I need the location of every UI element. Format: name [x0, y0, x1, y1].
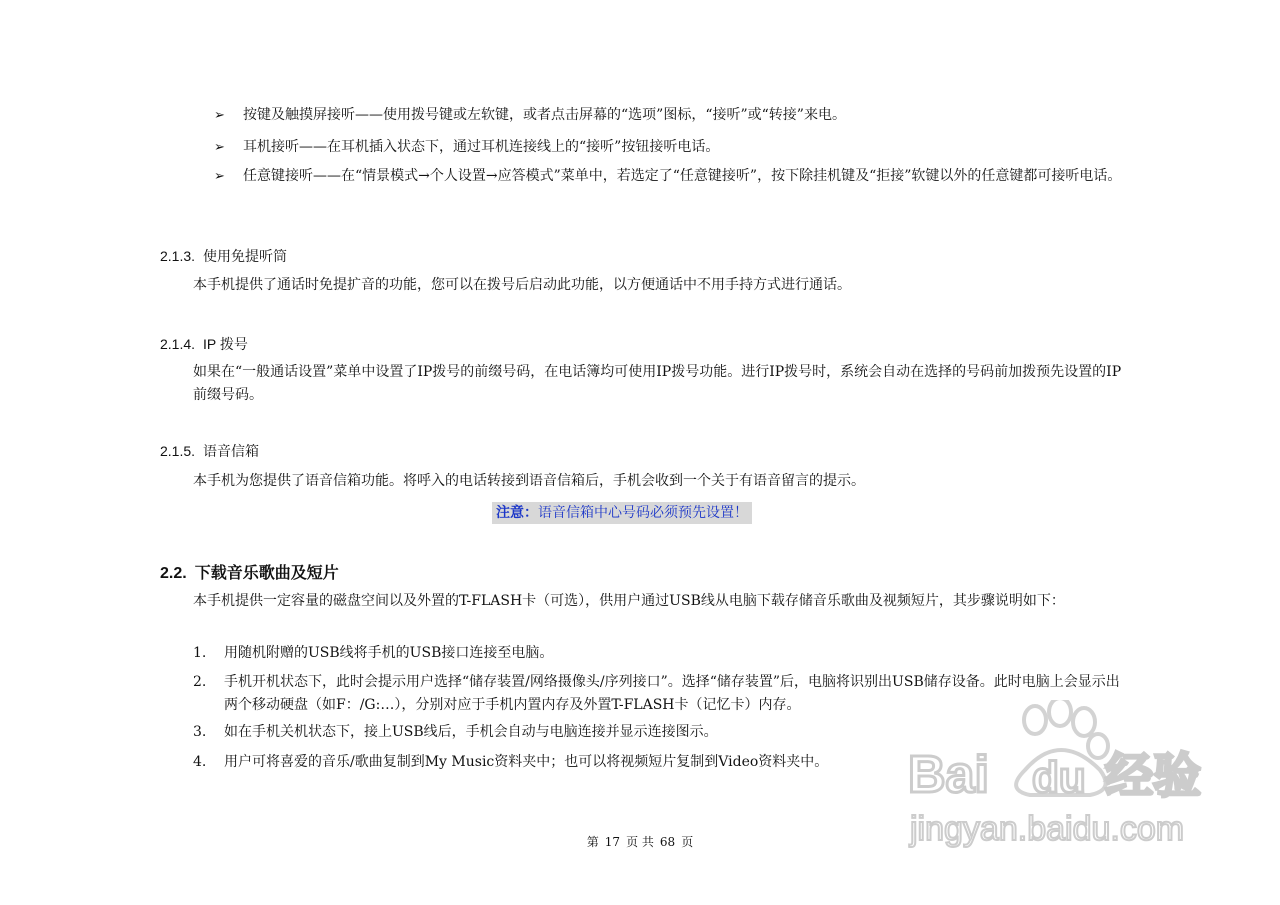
step-number: 3.	[193, 724, 207, 740]
note-box	[492, 502, 752, 524]
note-label: 注意：	[496, 505, 538, 521]
arrow-bullet-icon: ➢	[214, 108, 225, 123]
footer-total-pages: 68	[659, 835, 676, 849]
footer-prefix: 第	[586, 835, 599, 849]
section-number: 2.1.4.	[160, 336, 196, 352]
footer-page-number: 17	[604, 835, 621, 849]
section-heading	[160, 334, 248, 354]
chapter-title: 下载音乐歌曲及短片	[194, 565, 339, 582]
step-text: 用户可将喜爱的音乐/歌曲复制到My Music资料夹中；也可以将视频短片复制到Video资料夹中。	[224, 754, 829, 770]
bullet-item	[214, 104, 1124, 127]
bullet-item	[214, 165, 1124, 188]
arrow-bullet-icon: ➢	[214, 169, 225, 184]
footer-suffix: 页	[681, 835, 694, 849]
section-body: 如果在“一般通话设置”菜单中设置了IP拨号的前缀号码，在电话簿均可使用IP拨号功能。进行IP拨号时，系统会自动在选择的号码前加拨预先设置的IP前缀号码。	[193, 364, 1122, 403]
bullet-item	[214, 136, 1124, 159]
chapter-intro: 本手机提供一定容量的磁盘空间以及外置的T-FLASH卡（可选），供用户通过USB线从电脑下载存储音乐歌曲及视频短片，其步骤说明如下：	[193, 593, 1065, 609]
bullet-text: 任意键接听——在“情景模式→个人设置→应答模式”菜单中，若选定了“任意键接听”，按下除挂机键及“拒接”软键以外的任意键都可接听电话。	[243, 168, 1122, 184]
step-text: 手机开机状态下，此时会提示用户选择“储存装置/网络摄像头/序列接口”。选择“储存装置”后，电脑将识别出USB储存设备。此时电脑上会显示出两个移动硬盘（如F：/G:…），分别对应于手机内置内存及外置T-FLASH卡（记忆卡）内存。	[224, 674, 1120, 713]
section-number: 2.1.5.	[160, 443, 196, 459]
watermark-brand-left: Bai	[908, 746, 989, 804]
bullet-text: 按键及触摸屏接听——使用拨号键或左软键，或者点击屏幕的“选项”图标，“接听”或“转接”来电。	[243, 107, 846, 123]
section-heading	[160, 441, 259, 461]
chapter-heading	[160, 560, 339, 583]
step-number: 2.	[193, 674, 207, 690]
watermark-url: jingyan.baidu.com	[910, 810, 1185, 848]
step-text: 用随机附赠的USB线将手机的USB接口连接至电脑。	[224, 645, 554, 661]
bullet-text: 耳机接听——在耳机插入状态下，通过耳机连接线上的“接听”按钮接听电话。	[243, 139, 720, 155]
section-heading	[160, 246, 287, 266]
step-text: 如在手机关机状态下，接上USB线后，手机会自动与电脑连接并显示连接图示。	[224, 724, 718, 740]
section-title: 语音信箱	[203, 443, 260, 459]
arrow-bullet-icon: ➢	[214, 140, 225, 155]
watermark-brand-cn: 经验	[1105, 748, 1202, 804]
section-number: 2.1.3.	[160, 248, 196, 264]
section-body: 本手机为您提供了语音信箱功能。将呼入的电话转接到语音信箱后，手机会收到一个关于有语音留言的提示。	[193, 473, 865, 489]
step-number: 1.	[193, 645, 207, 661]
section-title: 使用免提听筒	[203, 248, 288, 264]
section-body: 本手机提供了通话时免提扩音的功能，您可以在拨号后启动此功能，以方便通话中不用手持方式进行通话。	[193, 277, 851, 293]
step-number: 4.	[193, 754, 207, 770]
list-item	[193, 642, 1133, 665]
section-title: IP 拨号	[203, 336, 248, 352]
baidu-jingyan-watermark	[900, 700, 1260, 870]
footer-mid: 页 共	[626, 835, 654, 849]
note-text: 语音信箱中心号码必须预先设置！	[538, 505, 748, 521]
chapter-number: 2.2.	[160, 565, 187, 582]
watermark-brand-right: du	[1032, 753, 1086, 802]
